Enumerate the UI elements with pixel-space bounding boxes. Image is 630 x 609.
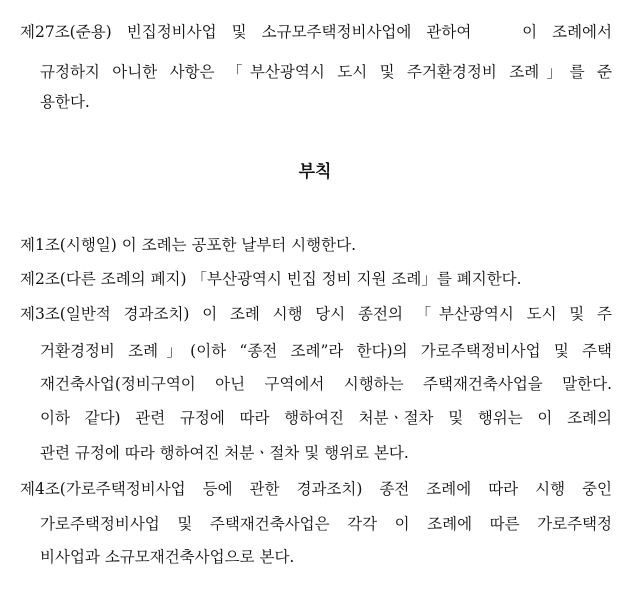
- addenda-article3-line-2: 거환경정비 조례」(이하 “종전 조례”라 한다)의 가로주택정비사업 및 주택: [40, 342, 612, 360]
- addenda-article1: 제1조(시행일) 이 조례는 공포한 날부터 시행한다.: [20, 236, 357, 254]
- addenda-article3-line-4: 이하 같다) 관련 규정에 따라 행하여진 처분ㆍ절차 및 행위는 이 조례의: [40, 409, 612, 427]
- article27-line-3: 용한다.: [40, 93, 90, 111]
- addenda-article3-line-3: 재건축사업(정비구역이 아닌 구역에서 시행하는 주택재건축사업을 말한다.: [40, 375, 612, 393]
- addenda-article4-line-2: 가로주택정비사업 및 주택재건축사업은 각각 이 조례에 따른 가로주택정: [40, 515, 612, 533]
- section-title-addenda: 부칙: [298, 162, 332, 182]
- addenda-article3-line-1: 제3조(일반적 경과조치) 이 조례 시행 당시 종전의 「부산광역시 도시 및 주: [20, 305, 612, 323]
- addenda-article4-line-3: 비사업과 소규모재건축사업으로 본다.: [40, 548, 295, 566]
- article27-line-1: 제27조(준용) 빈집정비사업 및 소규모주택정비사업에 관하여 이 조례에서: [20, 23, 612, 41]
- article27-line-2: 규정하지 아니한 사항은 「부산광역시 도시 및 주거환경정비 조례」를 준: [40, 63, 612, 81]
- addenda-article3-line-5: 관련 규정에 따라 행하여진 처분ㆍ절차 및 행위로 본다.: [40, 444, 409, 462]
- addenda-article2: 제2조(다른 조례의 폐지) 「부산광역시 빈집 정비 지원 조례」를 폐지한다.: [20, 270, 522, 288]
- addenda-article4-line-1: 제4조(가로주택정비사업 등에 관한 경과조치) 종전 조례에 따라 시행 중인: [20, 480, 612, 498]
